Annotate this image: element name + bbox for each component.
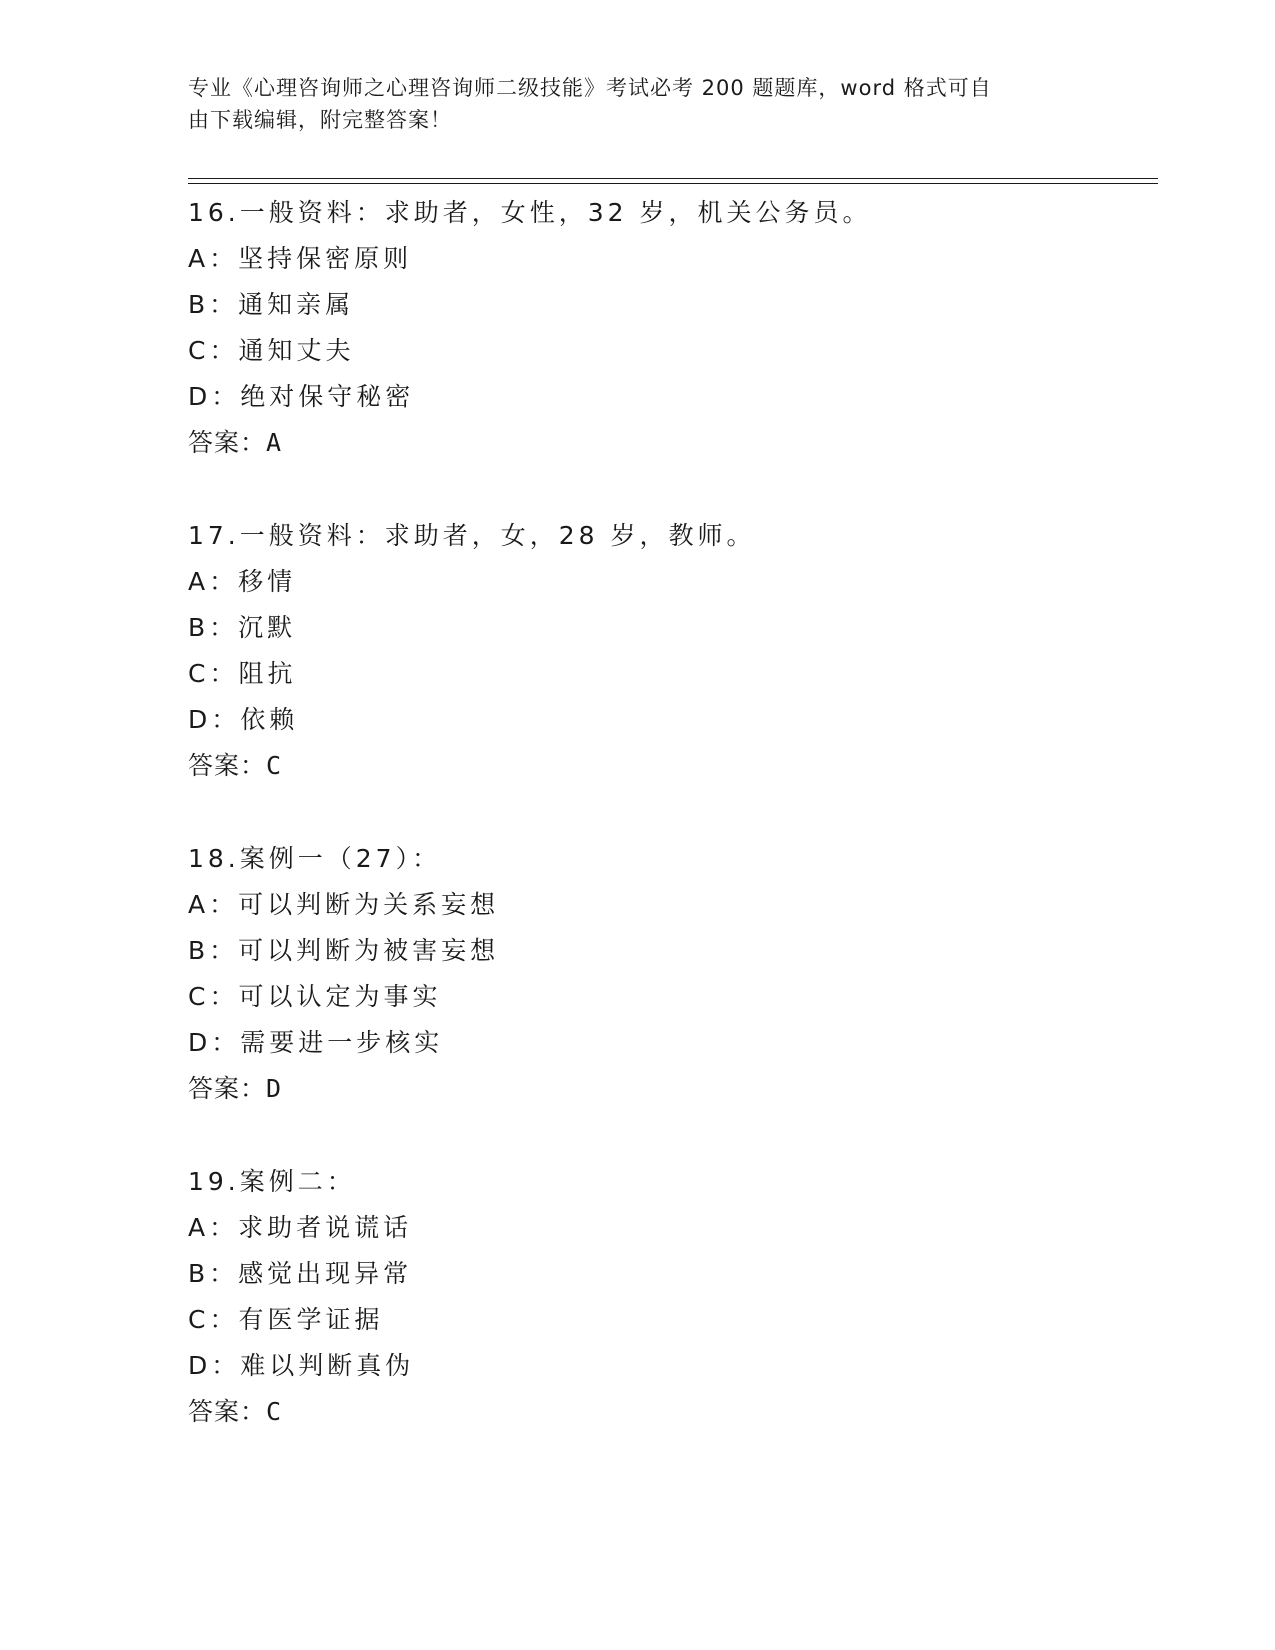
option-b: B：通知亲属 <box>188 290 355 319</box>
question-stem: 16.一般资料：求助者，女性，32 岁，机关公务员。 <box>188 198 872 227</box>
option-b: B：感觉出现异常 <box>188 1259 413 1288</box>
question-list <box>188 190 1148 1435</box>
option-c: C：有医学证据 <box>188 1305 384 1334</box>
answer-line <box>188 743 1148 789</box>
option-d: D：难以判断真伪 <box>188 1351 415 1380</box>
answer-line <box>188 1066 1148 1112</box>
answer-value: A <box>266 428 283 457</box>
question-18 <box>188 836 1148 1112</box>
option-d: D：绝对保守秘密 <box>188 382 415 411</box>
option-b: B：可以判断为被害妄想 <box>188 936 500 965</box>
answer-value: D <box>266 1074 283 1103</box>
answer-line <box>188 1389 1148 1435</box>
answer-label: 答案： <box>188 1074 267 1103</box>
header-divider-bottom <box>188 183 1158 184</box>
option-c: C：通知丈夫 <box>188 336 355 365</box>
question-stem: 17.一般资料：求助者，女，28 岁，教师。 <box>188 521 756 550</box>
question-19 <box>188 1159 1148 1435</box>
answer-value: C <box>266 751 283 780</box>
header-line-1: 专业《心理咨询师之心理咨询师二级技能》考试必考 200 题题库，word 格式可自 <box>188 76 992 100</box>
header-divider-top <box>188 178 1158 179</box>
answer-label: 答案： <box>188 1397 267 1426</box>
option-c: C：阻抗 <box>188 659 297 688</box>
document-header <box>188 72 1068 136</box>
option-a: A：移情 <box>188 567 297 596</box>
answer-value: C <box>266 1397 283 1426</box>
answer-line <box>188 420 1148 466</box>
header-line-2: 由下载编辑，附完整答案！ <box>188 108 452 132</box>
option-a: A：可以判断为关系妄想 <box>188 890 500 919</box>
question-stem: 19.案例二： <box>188 1167 356 1196</box>
question-17 <box>188 513 1148 789</box>
answer-label: 答案： <box>188 751 267 780</box>
option-b: B：沉默 <box>188 613 297 642</box>
option-a: A：坚持保密原则 <box>188 244 413 273</box>
question-stem: 18.案例一（27）： <box>188 844 442 873</box>
option-d: D：依赖 <box>188 705 299 734</box>
option-d: D：需要进一步核实 <box>188 1028 444 1057</box>
question-16 <box>188 190 1148 466</box>
option-c: C：可以认定为事实 <box>188 982 442 1011</box>
answer-label: 答案： <box>188 428 267 457</box>
option-a: A：求助者说谎话 <box>188 1213 413 1242</box>
